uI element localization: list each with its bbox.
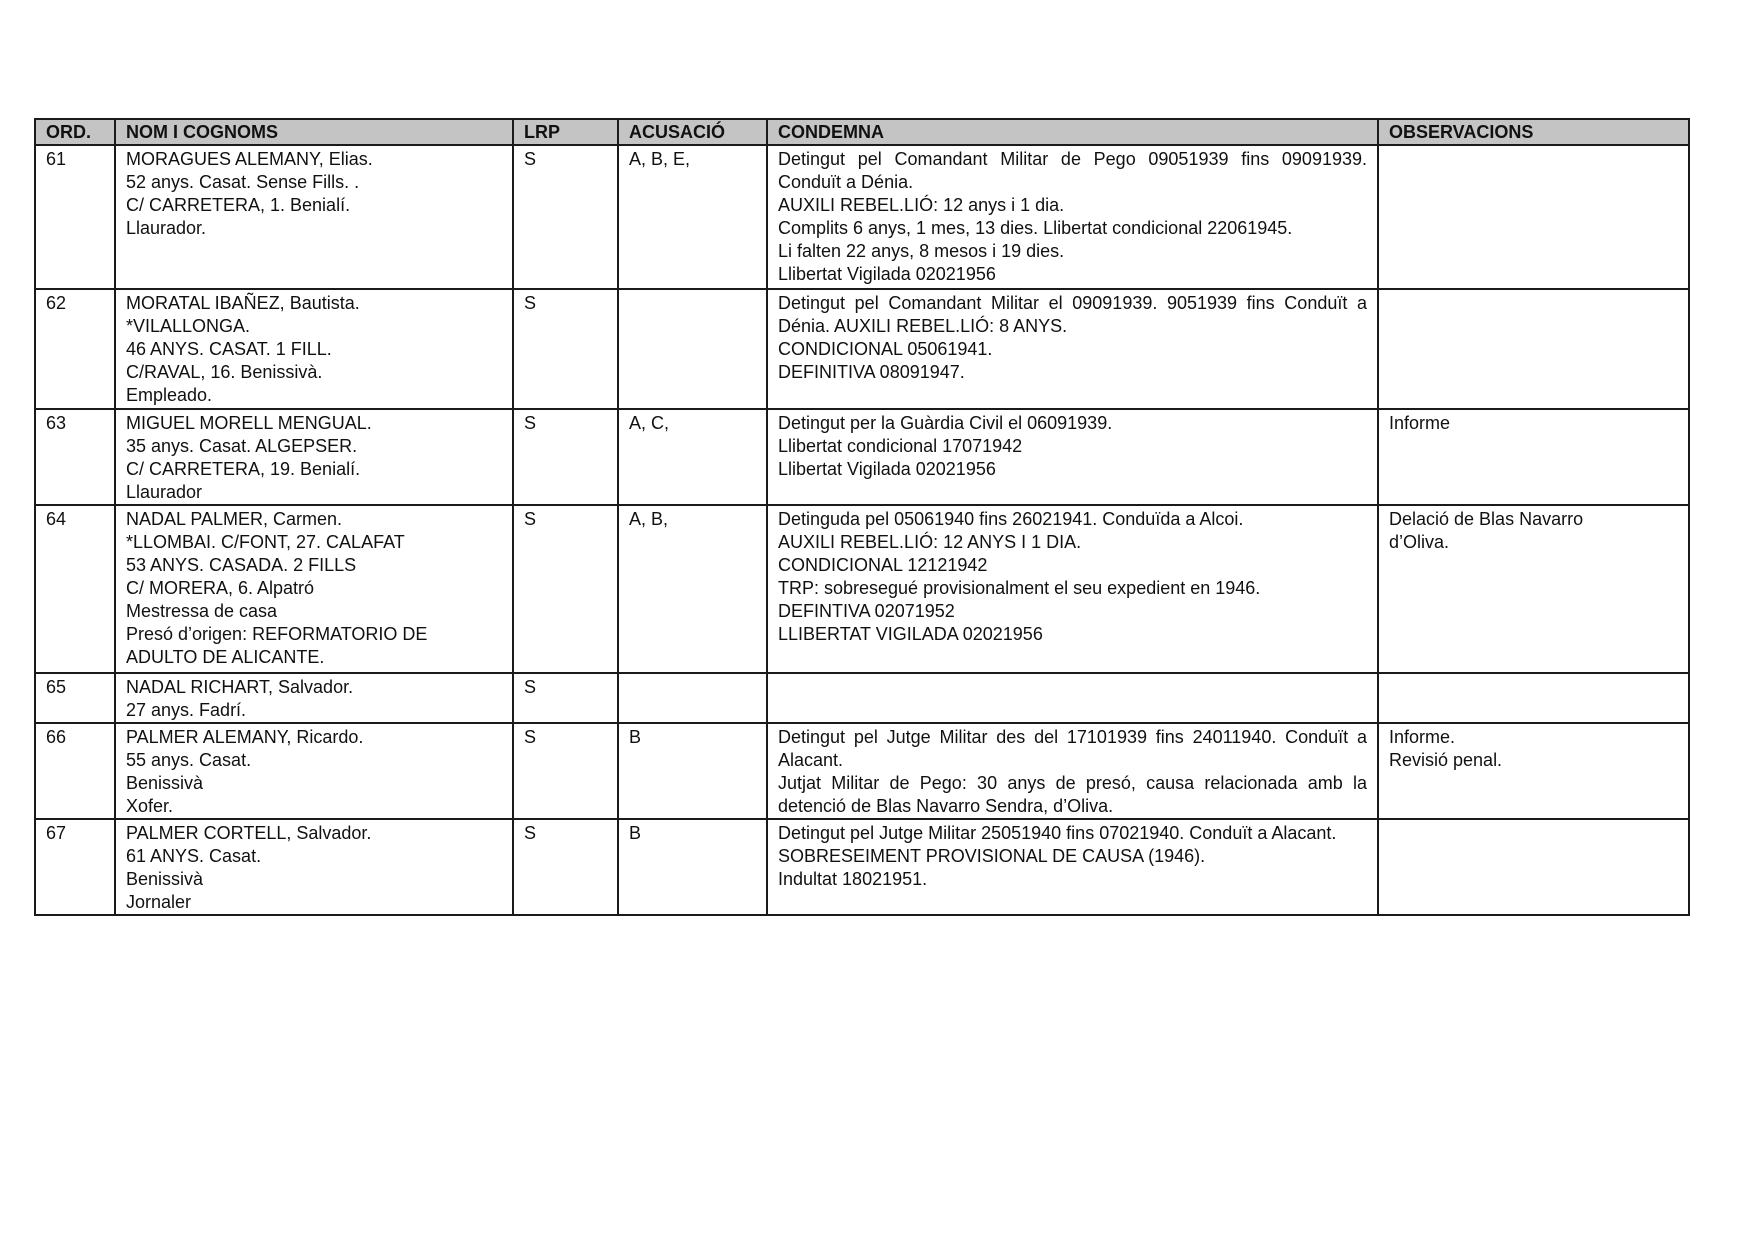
cell-ord: 63 xyxy=(35,409,115,505)
cell-acusacio: A, C, xyxy=(618,409,767,505)
cell-condemna xyxy=(767,289,1378,409)
cell-observacions xyxy=(1378,673,1689,723)
cell-nom-i-cognoms-line: *VILALLONGA. xyxy=(126,316,251,336)
header-ord: ORD. xyxy=(35,119,115,145)
cell-lrp: S xyxy=(513,145,618,289)
header-nom-i-cognoms: NOM I COGNOMS xyxy=(115,119,513,145)
cell-condemna-line: Llibertat Vigilada 02021956 xyxy=(778,459,996,479)
cell-observacions-line: d’Oliva. xyxy=(1389,532,1450,552)
table-row xyxy=(35,673,1689,723)
cell-acusacio: A, B, E, xyxy=(618,145,767,289)
table-row xyxy=(35,723,1689,819)
cell-nom-i-cognoms-line: MIGUEL MORELL MENGUAL. xyxy=(126,413,372,433)
records-table xyxy=(34,118,1690,916)
cell-nom-i-cognoms-line: Benissivà xyxy=(126,869,204,889)
cell-condemna xyxy=(767,673,1378,723)
cell-nom-i-cognoms-line: Benissivà xyxy=(126,773,204,793)
cell-condemna-line: Detingut pel Jutge Militar 25051940 fins 07021940. Conduït a Alacant. xyxy=(778,823,1337,843)
cell-condemna-line: Complits 6 anys, 1 mes, 13 dies. Llibertat condicional 22061945. xyxy=(778,218,1293,238)
cell-nom-i-cognoms-line: 52 anys. Casat. Sense Fills. . xyxy=(126,172,360,192)
cell-observacions xyxy=(1378,723,1689,819)
cell-nom-i-cognoms xyxy=(115,289,513,409)
cell-observacions-line: Informe. xyxy=(1389,727,1456,747)
cell-nom-i-cognoms-line: *LLOMBAI. C/FONT, 27. CALAFAT xyxy=(126,532,405,552)
header-observacions: OBSERVACIONS xyxy=(1378,119,1689,145)
cell-condemna xyxy=(767,819,1378,915)
cell-condemna-line: DEFINTIVA 02071952 xyxy=(778,601,955,621)
header-condemna: CONDEMNA xyxy=(767,119,1378,145)
table-row xyxy=(35,289,1689,409)
cell-nom-i-cognoms xyxy=(115,673,513,723)
cell-condemna-line: SOBRESEIMENT PROVISIONAL DE CAUSA (1946). xyxy=(778,846,1206,866)
cell-nom-i-cognoms-line: C/RAVAL, 16. Benissivà. xyxy=(126,362,323,382)
cell-observacions-line: Revisió penal. xyxy=(1389,750,1503,770)
cell-ord: 64 xyxy=(35,505,115,673)
cell-condemna-line: DEFINITIVA 08091947. xyxy=(778,362,965,382)
cell-condemna-line: Detingut pel Comandant Militar el 09091939. 9051939 fins Conduït a Dénia. AUXILI REBEL.LIÓ: 8 ANYS. xyxy=(778,293,1367,336)
cell-nom-i-cognoms-line: Mestressa de casa xyxy=(126,601,278,621)
cell-condemna xyxy=(767,505,1378,673)
cell-nom-i-cognoms-line: Xofer. xyxy=(126,796,174,816)
cell-nom-i-cognoms-line: C/ MORERA, 6. Alpatró xyxy=(126,578,315,598)
cell-acusacio: B xyxy=(618,819,767,915)
table-row xyxy=(35,819,1689,915)
cell-condemna-line: Jutjat Militar de Pego: 30 anys de presó, causa relacionada amb la detenció de Blas Navarro Sendra, d’Oliva. xyxy=(778,773,1367,816)
cell-nom-i-cognoms-line: 46 ANYS. CASAT. 1 FILL. xyxy=(126,339,332,359)
cell-condemna-line: Detingut pel Comandant Militar de Pego 09051939 fins 09091939. Conduït a Dénia. xyxy=(778,149,1367,192)
cell-nom-i-cognoms xyxy=(115,409,513,505)
cell-condemna-line: CONDICIONAL 05061941. xyxy=(778,339,993,359)
cell-ord: 67 xyxy=(35,819,115,915)
cell-nom-i-cognoms-line: Llaurador xyxy=(126,482,203,502)
cell-nom-i-cognoms xyxy=(115,505,513,673)
cell-lrp: S xyxy=(513,723,618,819)
cell-nom-i-cognoms xyxy=(115,145,513,289)
cell-condemna-line: Detingut pel Jutge Militar des del 17101939 fins 24011940. Conduït a Alacant. xyxy=(778,727,1367,770)
cell-lrp: S xyxy=(513,819,618,915)
cell-nom-i-cognoms-line: Empleado. xyxy=(126,385,213,405)
cell-observacions xyxy=(1378,145,1689,289)
cell-nom-i-cognoms xyxy=(115,723,513,819)
cell-lrp: S xyxy=(513,505,618,673)
cell-nom-i-cognoms-line: 27 anys. Fadrí. xyxy=(126,700,247,720)
cell-nom-i-cognoms-line: 35 anys. Casat. ALGEPSER. xyxy=(126,436,358,456)
cell-nom-i-cognoms-line: NADAL RICHART, Salvador. xyxy=(126,677,354,697)
table-row xyxy=(35,409,1689,505)
cell-nom-i-cognoms-line: Llaurador. xyxy=(126,218,207,238)
cell-acusacio: B xyxy=(618,723,767,819)
cell-condemna-line: Indultat 18021951. xyxy=(778,869,928,889)
header-lrp: LRP xyxy=(513,119,618,145)
cell-condemna-line: Detingut per la Guàrdia Civil el 06091939. xyxy=(778,413,1113,433)
cell-ord: 61 xyxy=(35,145,115,289)
cell-nom-i-cognoms-line: 53 ANYS. CASADA. 2 FILLS xyxy=(126,555,357,575)
cell-nom-i-cognoms-line: PALMER ALEMANY, Ricardo. xyxy=(126,727,364,747)
cell-nom-i-cognoms-line: 61 ANYS. Casat. xyxy=(126,846,262,866)
cell-condemna-line: CONDICIONAL 12121942 xyxy=(778,555,988,575)
cell-acusacio xyxy=(618,673,767,723)
cell-nom-i-cognoms-line: NADAL PALMER, Carmen. xyxy=(126,509,343,529)
cell-nom-i-cognoms-line: C/ CARRETERA, 1. Benialí. xyxy=(126,195,351,215)
cell-nom-i-cognoms xyxy=(115,819,513,915)
cell-observacions xyxy=(1378,409,1689,505)
cell-nom-i-cognoms-line: Jornaler xyxy=(126,892,192,912)
cell-condemna-line: Llibertat Vigilada 02021956 xyxy=(778,264,996,284)
cell-condemna xyxy=(767,145,1378,289)
cell-nom-i-cognoms-line: MORAGUES ALEMANY, Elias. xyxy=(126,149,373,169)
cell-condemna-line: Detinguda pel 05061940 fins 26021941. Conduïda a Alcoi. xyxy=(778,509,1244,529)
cell-condemna-line: TRP: sobresegué provisionalment el seu expedient en 1946. xyxy=(778,578,1261,598)
cell-lrp: S xyxy=(513,289,618,409)
table-row xyxy=(35,145,1689,289)
cell-ord: 62 xyxy=(35,289,115,409)
cell-acusacio: A, B, xyxy=(618,505,767,673)
cell-nom-i-cognoms-line: PALMER CORTELL, Salvador. xyxy=(126,823,372,843)
cell-observacions-line: Informe xyxy=(1389,413,1451,433)
cell-ord: 65 xyxy=(35,673,115,723)
cell-nom-i-cognoms-line: MORATAL IBAÑEZ, Bautista. xyxy=(126,293,360,313)
cell-condemna-line: Llibertat condicional 17071942 xyxy=(778,436,1023,456)
cell-lrp: S xyxy=(513,409,618,505)
cell-observacions xyxy=(1378,505,1689,673)
cell-condemna xyxy=(767,409,1378,505)
cell-observacions-line: Delació de Blas Navarro xyxy=(1389,509,1584,529)
cell-acusacio xyxy=(618,289,767,409)
cell-nom-i-cognoms-line: Presó d’origen: REFORMATORIO DE xyxy=(126,624,428,644)
cell-condemna-line: LLIBERTAT VIGILADA 02021956 xyxy=(778,624,1043,644)
cell-ord: 66 xyxy=(35,723,115,819)
header-acusacio: ACUSACIÓ xyxy=(618,119,767,145)
cell-nom-i-cognoms-line: ADULTO DE ALICANTE. xyxy=(126,647,325,667)
cell-nom-i-cognoms-line: C/ CARRETERA, 19. Benialí. xyxy=(126,459,361,479)
cell-lrp: S xyxy=(513,673,618,723)
cell-nom-i-cognoms-line: 55 anys. Casat. xyxy=(126,750,252,770)
cell-condemna-line: AUXILI REBEL.LIÓ: 12 anys i 1 dia. xyxy=(778,195,1065,215)
cell-condemna-line: AUXILI REBEL.LIÓ: 12 ANYS I 1 DIA. xyxy=(778,532,1082,552)
table-row xyxy=(35,505,1689,673)
cell-observacions xyxy=(1378,819,1689,915)
cell-condemna xyxy=(767,723,1378,819)
table-header-row xyxy=(35,119,1689,145)
cell-observacions xyxy=(1378,289,1689,409)
cell-condemna-line: Li falten 22 anys, 8 mesos i 19 dies. xyxy=(778,241,1065,261)
